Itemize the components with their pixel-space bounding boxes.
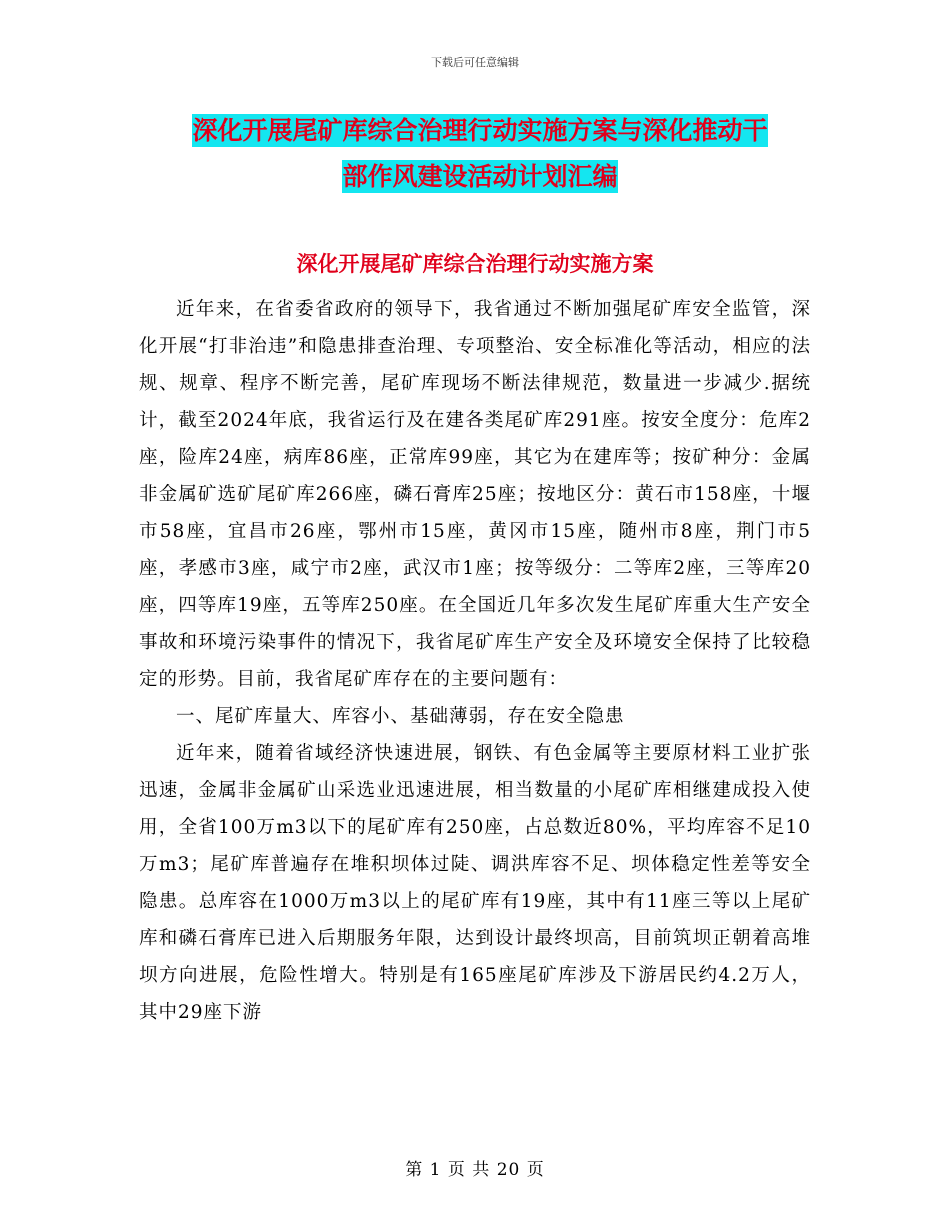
paragraph: 近年来，随着省域经济快速进展，钢铁、有色金属等主要原材料工业扩张迅速，金属非金属矿山采选业迅速进展，相当数量的小尾矿库相继建成投入使用，全省100万m3以下的尾矿库有250座，占总数近80%，平均库容不足10万m3；尾矿库普遍存在堆积坝体过陡、调洪库容不足、坝体稳定性差等安全隐患。总库容在1000万m3以上的尾矿库有19座，其中有11座三等以上尾矿库和磷石膏库已进入后期服务年限，达到设计最终坝高，目前筑坝正朝着高堆坝方向进展，危险性增大。特别是有165座尾矿库涉及下游居民约4.2万人，其中29座下游 [139, 743, 811, 1023]
main-title [140, 108, 820, 200]
main-title-line-2 [140, 154, 820, 200]
main-title-line-1-text: 深化开展尾矿库综合治理行动实施方案与深化推动干 [192, 116, 768, 145]
main-title-line-1 [140, 108, 820, 154]
main-title-line-2-text: 部作风建设活动计划汇编 [342, 162, 618, 191]
page-footer: 第 1 页 共 20 页 [405, 1160, 545, 1180]
body-text [139, 291, 811, 1031]
paragraph: 近年来，在省委省政府的领导下，我省通过不断加强尾矿库安全监管，深化开展“打非治违”和隐患排查治理、专项整治、安全标准化等活动，相应的法规、规章、程序不断完善，尾矿库现场不断法律规范，数量进一步减少.据统计，截至2024年底，我省运行及在建各类尾矿库291座。按安全度分：危库2座，险库24座，病库86座，正常库99座，其它为在建库等；按矿种分：金属非金属矿选矿尾矿库266座，磷石膏库25座；按地区分：黄石市158座，十堰市58座，宜昌市26座，鄂州市15座，黄冈市15座，随州市8座，荆门市5座，孝感市3座，咸宁市2座，武汉市1座；按等级分：二等库2座，三等库20座，四等库19座，五等库250座。在全国近几年多次发生尾矿库重大生产安全事故和环境污染事件的情况下，我省尾矿库生产安全及环境安全保持了比较稳定的形势。目前，我省尾矿库存在的主要问题有： [139, 299, 811, 690]
header-note: 下载后可任意编辑 [431, 56, 519, 69]
paragraph-heading: 一、尾矿库量大、库容小、基础薄弱，存在安全隐患 [176, 706, 625, 727]
section-title: 深化开展尾矿库综合治理行动实施方案 [296, 252, 654, 276]
